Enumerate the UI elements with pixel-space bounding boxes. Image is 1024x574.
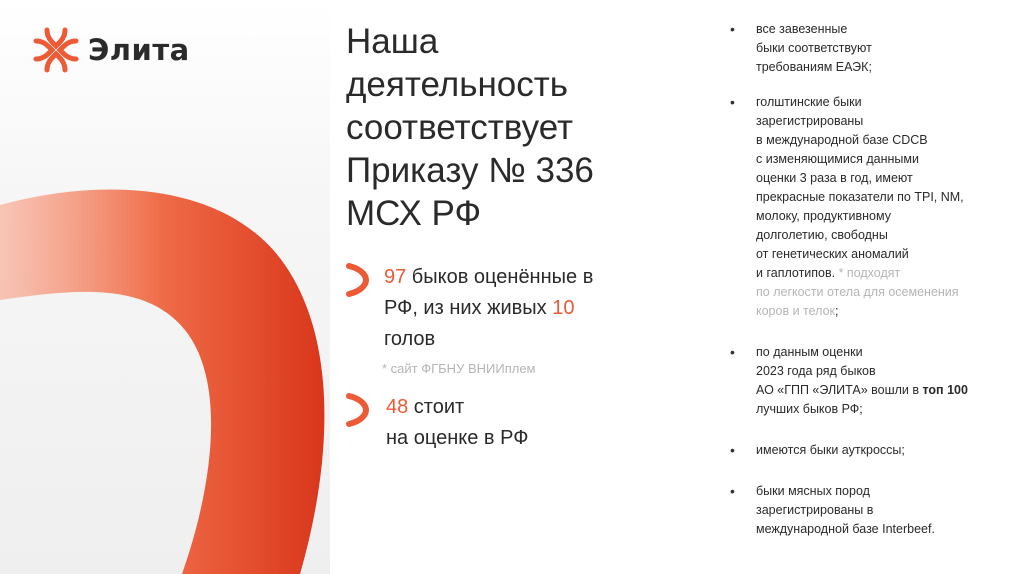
bullet-line: • по данным оценки: [756, 345, 863, 359]
bullet-line: в международной базе CDCB: [756, 133, 928, 147]
bullet-line: • все завезенные: [756, 22, 848, 36]
fact-label: стоит: [408, 396, 465, 418]
title-line: соответствует: [346, 108, 574, 147]
bullet-line: оценки 3 раза в год, имеют: [756, 171, 913, 185]
fact-number: 10: [552, 297, 575, 319]
page-title: [346, 20, 646, 235]
bullet-bold: топ 100: [922, 383, 968, 397]
fact-label: на оценке в РФ: [386, 427, 529, 449]
fact-label: РФ, из них живых: [384, 297, 553, 319]
fact-text: [386, 392, 528, 454]
bullet-eaek: [726, 20, 1016, 77]
title-line: Приказу № 336: [346, 151, 594, 190]
bullet-note: коров и телок: [756, 304, 836, 318]
bullet-line: ;: [835, 304, 839, 318]
bullet-note: по легкости отела для осеменения: [756, 285, 959, 299]
title-line: МСХ РФ: [346, 194, 482, 233]
logo-text: Элита: [88, 33, 190, 67]
source-footnote: * сайт ФГБНУ ВНИИплем: [382, 361, 536, 376]
fact-label: быков оценённые в: [406, 266, 594, 288]
fact-evaluated-bulls: [346, 262, 593, 355]
bullet-line: зарегистрированы в: [756, 503, 874, 517]
bullet-line: лучших быков РФ;: [756, 402, 863, 416]
title-line: Наша: [346, 22, 439, 61]
bullet-beef: [726, 482, 1016, 539]
bullet-line: • быки мясных пород: [756, 484, 870, 498]
bullet-line: и гаплотипов.: [756, 266, 836, 280]
red-arc-decoration: [0, 0, 340, 574]
bullet-list: [726, 20, 1016, 539]
fact-number: 97: [384, 266, 407, 288]
fact-number: 48: [386, 396, 409, 418]
bullet-line: зарегистрированы: [756, 114, 864, 128]
bullet-line: быки соответствуют: [756, 41, 872, 55]
fact-label: голов: [384, 328, 436, 350]
bullet-line: молоку, продуктивному: [756, 209, 891, 223]
bullet-line: с изменяющимися данными: [756, 152, 919, 166]
elita-logo: [30, 24, 190, 76]
bullet-line: долголетию, свободны: [756, 228, 888, 242]
bullet-line: международной базе Interbeef.: [756, 522, 935, 536]
bullet-line: прекрасные показатели по TPI, NM,: [756, 190, 964, 204]
bullet-line: от генетических аномалий: [756, 247, 909, 261]
bullet-line: АО «ГПП «ЭЛИТА» вошли в: [756, 383, 923, 397]
bullet-line: 2023 года ряд быков: [756, 364, 876, 378]
bullet-outcross: [726, 441, 1016, 460]
bullet-line: • имеются быки ауткроссы;: [756, 443, 905, 457]
bullet-top100: [726, 343, 1016, 419]
elita-logo-mark-icon: [30, 24, 82, 76]
fact-bulls-on-evaluation: [346, 392, 528, 454]
bullet-line: • голштинские быки: [756, 95, 862, 109]
bullet-holstein: [726, 93, 1016, 321]
fact-text: [384, 262, 593, 355]
red-chevron-icon: [346, 262, 370, 298]
bullet-line: требованиям ЕАЭК;: [756, 60, 872, 74]
red-chevron-icon: [346, 392, 370, 428]
bullet-note: * подходят: [835, 266, 901, 280]
title-line: деятельность: [346, 65, 568, 104]
